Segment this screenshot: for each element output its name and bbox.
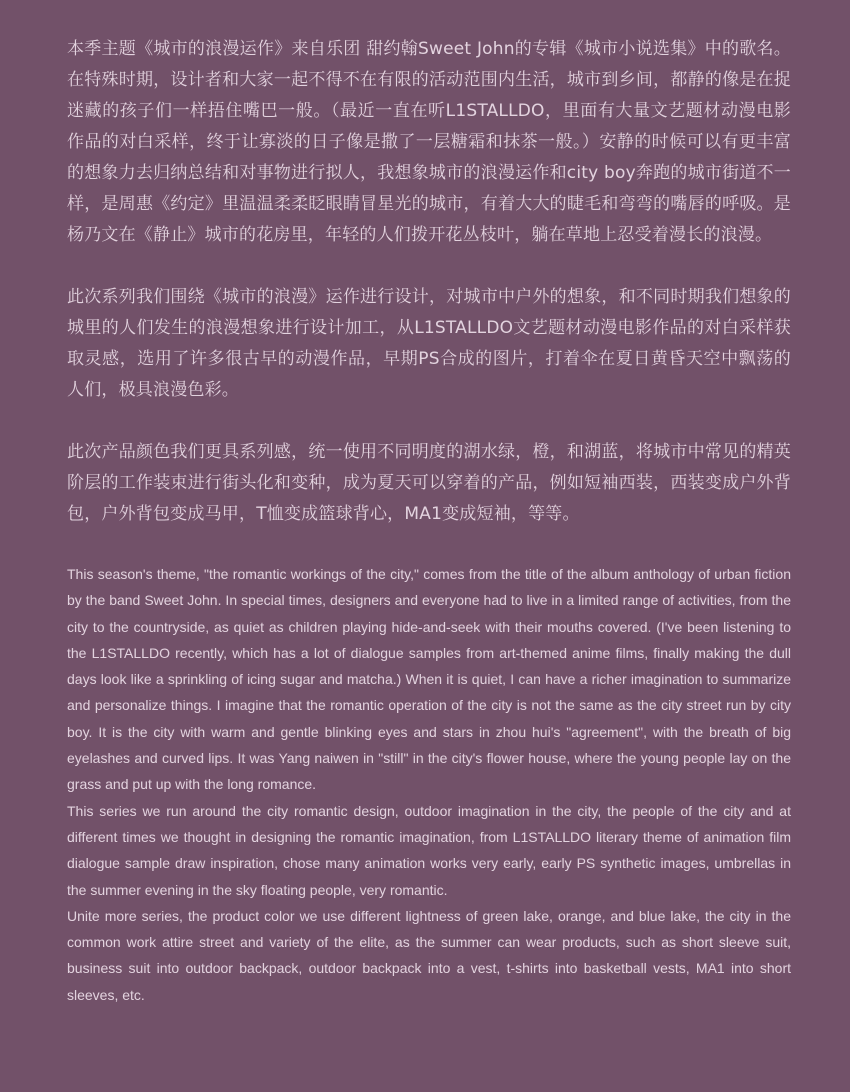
- english-paragraph-series: This series we run around the city romantic design, outdoor imagination in the city, the people of the city and at different times we thought in designing the romantic imagination, from L1STALLDO literary theme of animation film dialogue sample draw inspiration, chose many animation works very early, early PS synthetic images, umbrellas in the summer evening in the sky floating people, very romantic.: [67, 802, 791, 898]
- english-paragraph-colors: Unite more series, the product color we use different lightness of green lake, orange, and blue lake, the city in the common work attire street and variety of the elite, as the summer can wear products, such as short sleeve suit, business suit into outdoor backpack, outdoor backpack into a vest, t-shirts into basketball vests, MA1 into short sleeves, etc.: [67, 907, 791, 1003]
- english-description: [67, 561, 791, 1008]
- document-page: [67, 34, 791, 1008]
- english-paragraph-theme: This season's theme, "the romantic workings of the city," comes from the title of the album anthology of urban fiction by the band Sweet John. In special times, designers and everyone had to live in a limited range of activities, from the city to the countryside, as quiet as children playing hide-and-seek with their mouths covered. (I've been listening to the L1STALLDO recently, which has a lot of dialogue samples from art-themed anime films, finally making the dull days look like a sprinkling of icing sugar and matcha.) When it is quiet, I can have a richer imagination to summarize and personalize things. I imagine that the romantic operation of the city is not the same as the city street run by city boy. It is the city with warm and gentle blinking eyes and stars in zhou hui's "agreement", with the breath of big eyelashes and curved lips. It was Yang naiwen in "still" in the city's flower house, where the young people lay on the grass and put up with the long romance.: [67, 566, 791, 793]
- chinese-description: [67, 34, 791, 530]
- chinese-paragraph-series: 此次系列我们围绕《城市的浪漫》运作进行设计，对城市中户外的想象，和不同时期我们想象的城里的人们发生的浪漫想象进行设计加工，从L1STALLDO文艺题材动漫电影作品的对白采样获取灵感，选用了许多很古早的动漫作品，早期PS合成的图片，打着伞在夏日黄昏天空中飘荡的人们，极具浪漫色彩。: [67, 287, 791, 400]
- chinese-paragraph-theme: 本季主题《城市的浪漫运作》来自乐团 甜约翰Sweet John的专辑《城市小说选集》中的歌名。在特殊时期，设计者和大家一起不得不在有限的活动范围内生活，城市到乡间，都静的像是在捉迷藏的孩子们一样捂住嘴巴一般。（最近一直在听L1STALLDO，里面有大量文艺题材动漫电影作品的对白采样，终于让寡淡的日子像是撒了一层糖霜和抹茶一般。）安静的时候可以有更丰富的想象力去归纳总结和对事物进行拟人，我想象城市的浪漫运作和city boy奔跑的城市街道不一样，是周惠《约定》里温温柔柔眨眼睛冒星光的城市，有着大大的睫毛和弯弯的嘴唇的呼吸。是杨乃文在《静止》城市的花房里，年轻的人们拨开花丛枝叶，躺在草地上忍受着漫长的浪漫。: [67, 39, 791, 245]
- chinese-paragraph-colors: 此次产品颜色我们更具系列感，统一使用不同明度的湖水绿，橙，和湖蓝，将城市中常见的精英阶层的工作装束进行街头化和变种，成为夏天可以穿着的产品，例如短袖西装，西装变成户外背包，户外背包变成马甲，T恤变成篮球背心，MA1变成短袖，等等。: [67, 442, 791, 524]
